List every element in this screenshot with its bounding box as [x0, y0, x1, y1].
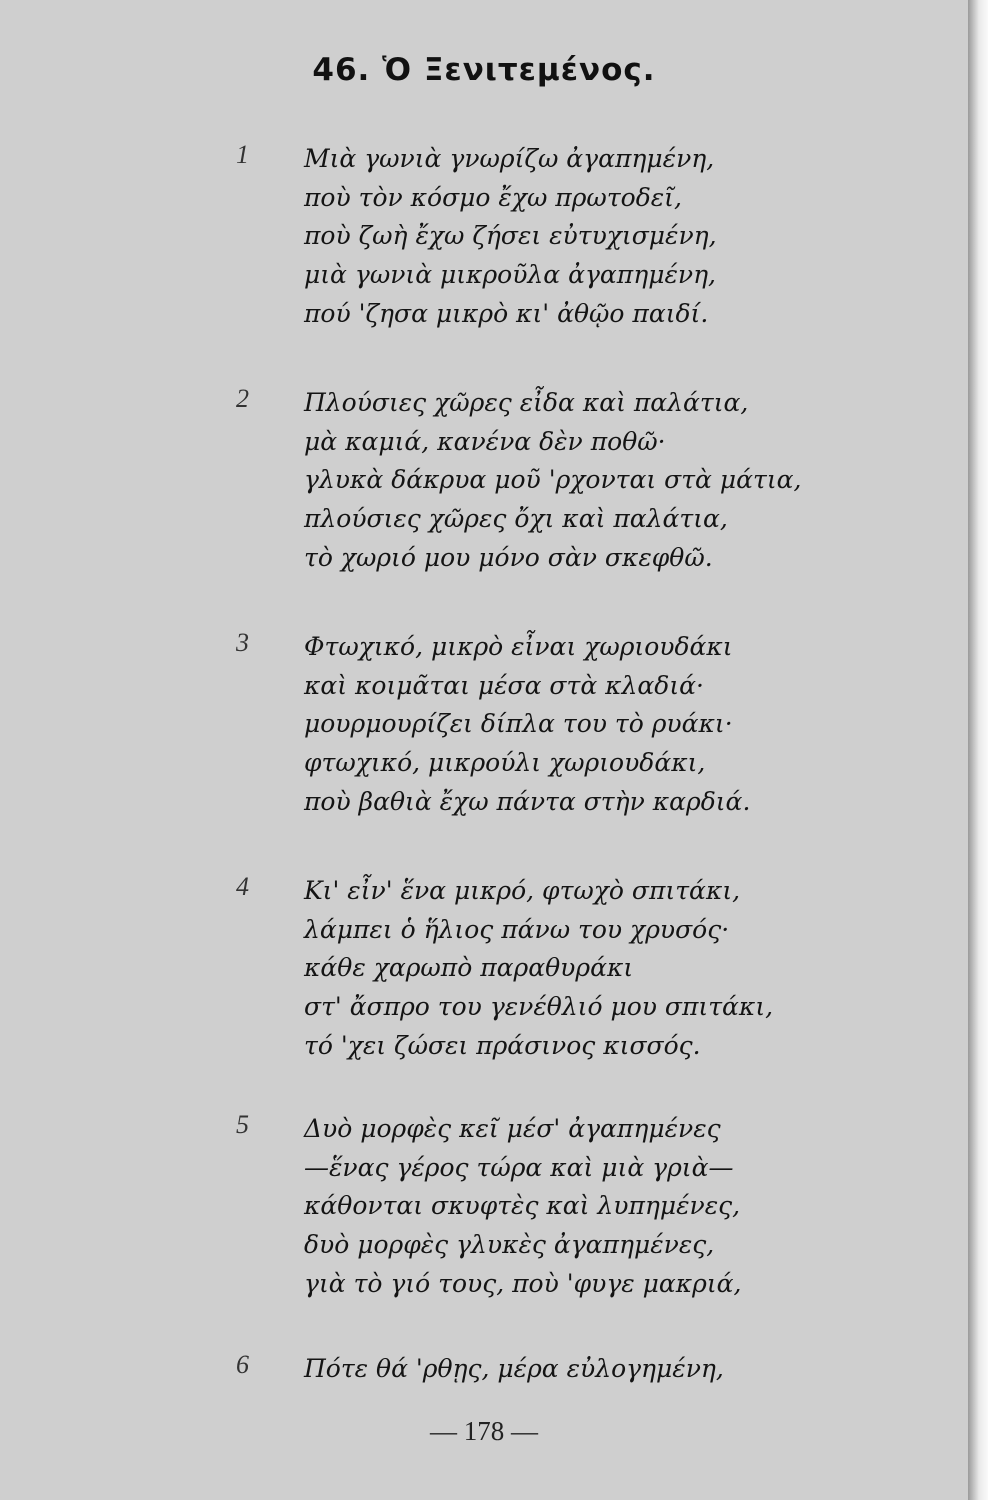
poem-title: 46. Ὁ Ξενιτεμένος. — [312, 52, 656, 88]
verse-line: ποὺ βαθιὰ ἔχω πάντα στὴν καρδιά. — [304, 786, 751, 816]
verse-line: καὶ κοιμᾶται μέσα στὰ κλαδιά· — [304, 670, 704, 700]
verse-line: κάθε χαρωπὸ παραθυράκι — [304, 953, 634, 983]
verse-line: ποὺ τὸν κόσμο ἔχω πρωτοδεῖ, — [304, 182, 682, 212]
verse-line: Μιὰ γωνιὰ γνωρίζω ἀγαπημένη, — [304, 144, 715, 173]
verse-line: Κι' εἶν' ἕνα μικρό, φτωχὸ σπιτάκι, — [304, 876, 741, 905]
stanza-number: 4 — [236, 872, 249, 901]
verse-line: μουρμουρίζει δίπλα του τὸ ρυάκι· — [304, 709, 733, 739]
verse-line: Πλούσιες χῶρες εἶδα καὶ παλάτια, — [304, 388, 749, 417]
page-edge — [968, 0, 988, 1500]
stanza-number: 2 — [236, 384, 249, 413]
verse-line: στ' ἄσπρο του γενέθλιό μου σπιτάκι, — [304, 992, 774, 1022]
stanza-number: 1 — [236, 140, 249, 169]
page-number: — 178 — — [430, 1416, 538, 1446]
verse-line: Πότε θά 'ρθῃς, μέρα εὐλογημένη, — [304, 1354, 724, 1383]
verse-line: γλυκὰ δάκρυα μοῦ 'ρχονται στὰ μάτια, — [304, 465, 802, 495]
verse-line: Φτωχικό, μικρὸ εἶναι χωριουδάκι — [304, 632, 733, 661]
verse-line: γιὰ τὸ γιό τους, ποὺ 'φυγε μακριά, — [304, 1268, 742, 1298]
verse-line: κάθονται σκυφτὲς καὶ λυπημένες, — [304, 1191, 741, 1221]
verse-line: μιὰ γωνιὰ μικροῦλα ἀγαπημένη, — [304, 260, 716, 290]
verse-line: φτωχικό, μικρούλι χωριουδάκι, — [304, 748, 706, 778]
verse-line: τό 'χει ζώσει πράσινος κισσός. — [304, 1030, 701, 1060]
verse-line: ποὺ ζωὴ ἔχω ζήσει εὐτυχισμένη, — [304, 221, 717, 251]
verse-line: πού 'ζησα μικρὸ κι' ἀθῷο παιδί. — [304, 298, 709, 328]
verse-line: λάμπει ὁ ἥλιος πάνω του χρυσός· — [304, 914, 730, 944]
verse-line: δυὸ μορφὲς γλυκὲς ἀγαπημένες, — [304, 1230, 715, 1260]
verse-line: μὰ καμιά, κανένα δὲν ποθῶ· — [304, 426, 666, 456]
verse-line: τὸ χωριό μου μόνο σὰν σκεφθῶ. — [304, 542, 713, 572]
stanza-number: 5 — [236, 1110, 249, 1139]
stanza-number: 3 — [236, 628, 249, 657]
stanza-number: 6 — [236, 1350, 249, 1379]
verse-line: πλούσιες χῶρες ὄχι καὶ παλάτια, — [304, 504, 728, 534]
verse-line: Δυὸ μορφὲς κεῖ μέσ' ἀγαπημένες — [304, 1114, 721, 1143]
verse-line: —ἕνας γέρος τώρα καὶ μιὰ γριὰ— — [304, 1152, 734, 1182]
